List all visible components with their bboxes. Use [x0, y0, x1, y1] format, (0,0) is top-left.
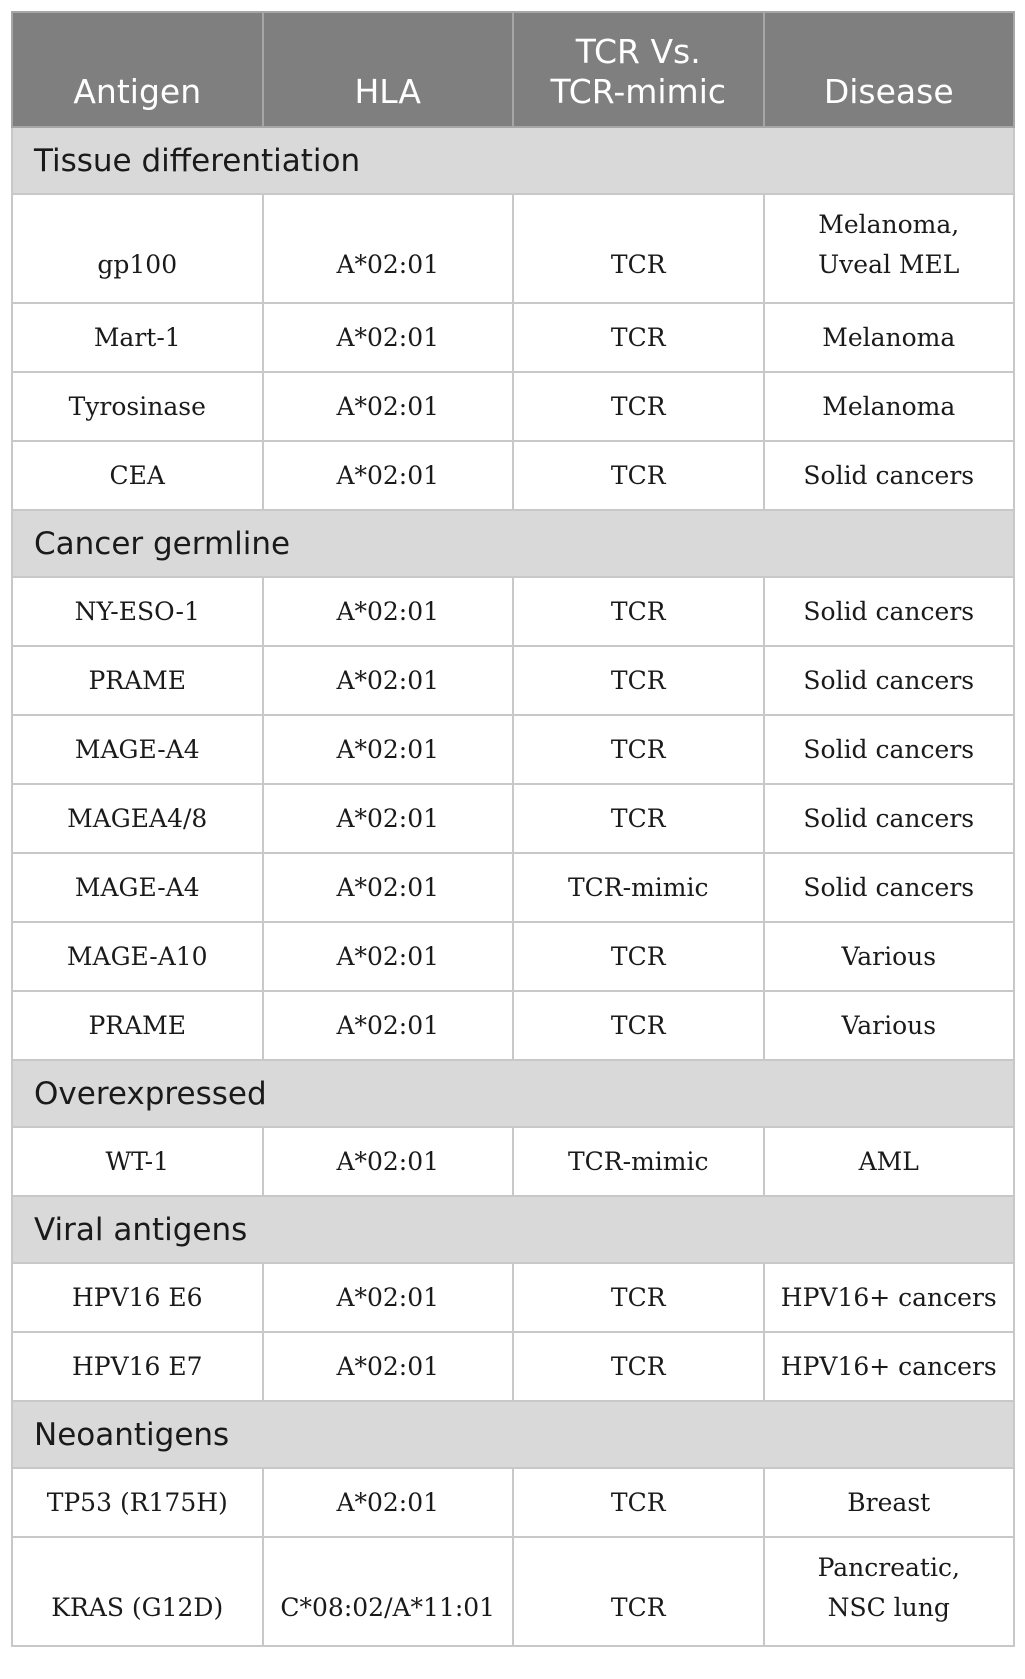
header-antigen: Antigen [12, 12, 263, 127]
antigen-cell: TP53 (R175H) [12, 1468, 263, 1537]
section-title: Tissue differentiation [12, 127, 1014, 194]
hla-cell: A*02:01 [263, 784, 514, 853]
disease-cell [764, 577, 1015, 646]
header-hla: HLA [263, 12, 514, 127]
header-tcr-type-line1: TCR Vs. [575, 32, 701, 71]
type-cell: TCR [513, 303, 764, 372]
table-row [12, 1127, 1014, 1196]
disease-cell [764, 1332, 1015, 1401]
disease-cell [764, 1127, 1015, 1196]
disease-cell [764, 1537, 1015, 1646]
type-cell: TCR [513, 194, 764, 303]
disease-line: Various [841, 1011, 937, 1040]
type-cell: TCR [513, 922, 764, 991]
section-title: Overexpressed [12, 1060, 1014, 1127]
hla-cell: A*02:01 [263, 922, 514, 991]
hla-cell: A*02:01 [263, 853, 514, 922]
disease-cell [764, 1263, 1015, 1332]
hla-cell: A*02:01 [263, 303, 514, 372]
hla-cell: A*02:01 [263, 372, 514, 441]
table-header [12, 12, 1014, 127]
antigen-cell: Mart-1 [12, 303, 263, 372]
antigen-table [11, 11, 1015, 1647]
disease-line: Solid cancers [803, 873, 975, 902]
disease-line: Solid cancers [803, 597, 975, 626]
disease-cell [764, 991, 1015, 1060]
type-cell: TCR [513, 1468, 764, 1537]
hla-cell: A*02:01 [263, 646, 514, 715]
section-row [12, 510, 1014, 577]
disease-cell [764, 1468, 1015, 1537]
header-row [12, 12, 1014, 127]
disease-cell [764, 715, 1015, 784]
table-row [12, 784, 1014, 853]
section-row [12, 1060, 1014, 1127]
table-row [12, 1332, 1014, 1401]
section-title: Cancer germline [12, 510, 1014, 577]
table-row [12, 853, 1014, 922]
table-row [12, 1537, 1014, 1646]
table-row [12, 372, 1014, 441]
header-tcr-type-line2: TCR-mimic [550, 72, 727, 111]
antigen-cell: gp100 [12, 194, 263, 303]
hla-cell: C*08:02/A*11:01 [263, 1537, 514, 1646]
section-row [12, 1196, 1014, 1263]
disease-line: Solid cancers [803, 666, 975, 695]
antigen-cell: MAGEA4/8 [12, 784, 263, 853]
header-disease: Disease [764, 12, 1015, 127]
antigen-cell: PRAME [12, 991, 263, 1060]
antigen-cell: KRAS (G12D) [12, 1537, 263, 1646]
antigen-cell: Tyrosinase [12, 372, 263, 441]
disease-line: Solid cancers [803, 461, 975, 490]
antigen-cell: MAGE-A4 [12, 853, 263, 922]
hla-cell: A*02:01 [263, 577, 514, 646]
disease-cell [764, 784, 1015, 853]
disease-line: Various [841, 942, 937, 971]
type-cell: TCR [513, 372, 764, 441]
type-cell: TCR [513, 1537, 764, 1646]
table-row [12, 303, 1014, 372]
disease-cell [764, 441, 1015, 510]
table-row [12, 991, 1014, 1060]
disease-line: HPV16+ cancers [780, 1283, 997, 1312]
table-row [12, 194, 1014, 303]
disease-line: NSC lung [827, 1593, 950, 1622]
disease-cell [764, 922, 1015, 991]
type-cell: TCR [513, 1332, 764, 1401]
antigen-cell: MAGE-A10 [12, 922, 263, 991]
antigen-cell: HPV16 E7 [12, 1332, 263, 1401]
disease-cell [764, 372, 1015, 441]
antigen-cell: MAGE-A4 [12, 715, 263, 784]
section-row [12, 127, 1014, 194]
hla-cell: A*02:01 [263, 441, 514, 510]
hla-cell: A*02:01 [263, 1127, 514, 1196]
type-cell: TCR [513, 646, 764, 715]
antigen-cell: WT-1 [12, 1127, 263, 1196]
disease-line: Melanoma, [818, 210, 960, 239]
antigen-cell: PRAME [12, 646, 263, 715]
type-cell: TCR-mimic [513, 853, 764, 922]
hla-cell: A*02:01 [263, 194, 514, 303]
disease-cell [764, 853, 1015, 922]
hla-cell: A*02:01 [263, 1468, 514, 1537]
table-row [12, 715, 1014, 784]
disease-cell [764, 646, 1015, 715]
antigen-cell: HPV16 E6 [12, 1263, 263, 1332]
disease-line: Melanoma [822, 323, 956, 352]
disease-line: Solid cancers [803, 735, 975, 764]
antigen-cell: NY-ESO-1 [12, 577, 263, 646]
type-cell: TCR [513, 441, 764, 510]
header-tcr-type [513, 12, 764, 127]
table-body [12, 127, 1014, 1646]
disease-cell [764, 303, 1015, 372]
hla-cell: A*02:01 [263, 991, 514, 1060]
disease-line: Solid cancers [803, 804, 975, 833]
table-row [12, 1263, 1014, 1332]
table-row [12, 646, 1014, 715]
hla-cell: A*02:01 [263, 1332, 514, 1401]
table-row [12, 1468, 1014, 1537]
type-cell: TCR [513, 784, 764, 853]
hla-cell: A*02:01 [263, 1263, 514, 1332]
table-row [12, 577, 1014, 646]
disease-line: AML [858, 1147, 919, 1176]
antigen-cell: CEA [12, 441, 263, 510]
disease-line: Melanoma [822, 392, 956, 421]
disease-line: Pancreatic, [817, 1553, 960, 1582]
hla-cell: A*02:01 [263, 715, 514, 784]
table-row [12, 922, 1014, 991]
section-title: Neoantigens [12, 1401, 1014, 1468]
section-title: Viral antigens [12, 1196, 1014, 1263]
type-cell: TCR [513, 1263, 764, 1332]
disease-line: Uveal MEL [818, 250, 960, 279]
type-cell: TCR [513, 715, 764, 784]
type-cell: TCR [513, 991, 764, 1060]
disease-line: Breast [847, 1488, 931, 1517]
disease-line: HPV16+ cancers [780, 1352, 997, 1381]
type-cell: TCR-mimic [513, 1127, 764, 1196]
table-row [12, 441, 1014, 510]
section-row [12, 1401, 1014, 1468]
type-cell: TCR [513, 577, 764, 646]
disease-cell [764, 194, 1015, 303]
